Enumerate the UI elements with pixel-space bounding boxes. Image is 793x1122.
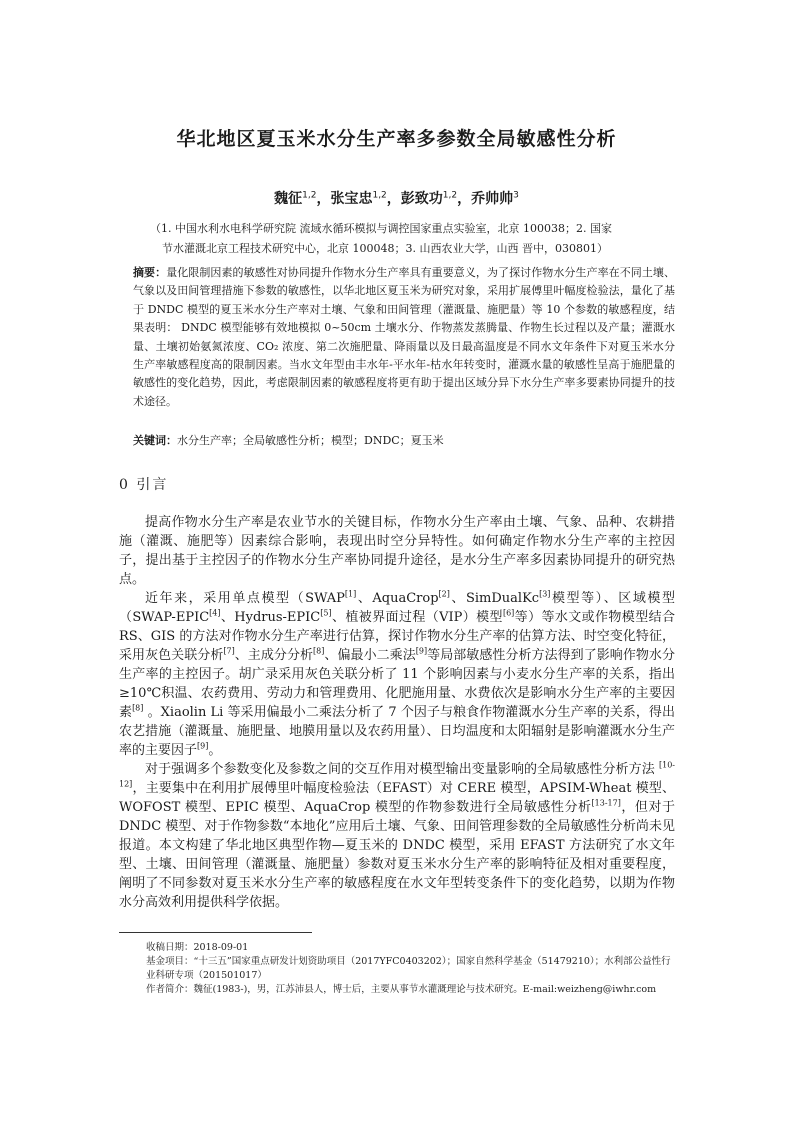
citation-ref: [5] [320, 608, 332, 618]
affiliation-line: （1. 中国水利水电科学研究院 流域水循环模拟与调控国家重点实验室，北京 100038；2. 国家 [150, 222, 612, 235]
abstract-text: 量化限制因素的敏感性对协同提升作物水分生产率具有重要意义，为了探讨作物水分生产率在不同土壤、气象以及田间管理措施下参数的敏感性，以华北地区夏玉米为研究对象，采用扩展傅里叶幅度检验法，量化了基于 DNDC 模型的夏玉米水分生产率对土壤、气象和田间管理（灌溉量、施肥量）等 10 个参数的敏感程度，结果表明： DNDC 模型能够有效地模拟 0~50cm 土壤水分、作物蒸发蒸腾量、作物生长过程以及产量；灌溉水量、土壤初始氨氮浓度、CO₂ 浓度、第二次施肥量、降雨量以及日最高温度是不同水文年条件下对夏玉米水分生产率敏感程度高的限制因素。当水文年型由丰水年-平水年-枯水年转变时，灌溉水量的敏感性呈高于施肥量的敏感性的变化趋势，因此，考虑限制因素的敏感程度将更有助于提出区域分异下水分生产率多要素协同提升的技术途径。 [133, 266, 675, 408]
author-name: 魏征 [274, 191, 303, 207]
paragraph-text: 近年来，采用单点模型（SWAP [145, 591, 345, 606]
paragraph-text: 等局部敏感性分析方法得到了影响作物水分生产率的主控因子。胡广录采用灰色关联分析了 11 个影响因素与小麦水分生产率的关系，指出≥10℃积温、农药费用、劳动力和管理费用、化肥施用量、水费依次是影响水分生产率的主要因素 [119, 648, 675, 720]
citation-ref: [10-12] [119, 760, 675, 789]
body-paragraph [119, 589, 675, 760]
author-name: 乔帅帅 [471, 191, 514, 207]
section-heading: 0 引言 [119, 477, 169, 493]
author-affil-sup: 3 [513, 190, 519, 201]
author-separator: ， [457, 191, 472, 207]
body-paragraph [119, 513, 675, 589]
citation-ref: [7] [223, 646, 235, 656]
author-name: 彭致功 [400, 191, 443, 207]
author-affil-sup: 1,2 [442, 190, 458, 201]
footnote-author: 作者简介：魏征(1983-)，男，江苏沛县人，博士后，主要从事节水灌溉理论与技术研究。E-mail:weizheng@iwhr.com [146, 984, 657, 995]
paragraph-text: 。Xiaolin Li 等采用偏最小二乘法分析了 7 个因子与粮食作物灌溉水分生产率的关系，得出农艺措施（灌溉量、施肥量、地膜用量以及农药用量）、日均温度和太阳辐射是影响灌溉水分生产率的主要因子 [119, 705, 675, 758]
author-affil-sup: 1,2 [302, 190, 317, 201]
citation-ref: [2] [438, 589, 450, 599]
body-text [119, 513, 675, 912]
paragraph-text: 、AquaCrop [356, 591, 439, 606]
paragraph-text: 提高作物水分生产率是农业节水的关键目标，作物水分生产率由土壤、气象、品种、农耕措施（灌溉、施肥等）因素综合影响，表现出时空分异特性。如何确定作物水分生产率的主控因子，提出基于主控因子的作物水分生产率协同提升途径，是水分生产率多因素协同提升的研究热点。 [119, 515, 675, 587]
affiliation-line: 节水灌溉北京工程技术研究中心，北京 100048；3. 山西农业大学，山西 晋中，030801） [162, 242, 608, 255]
footnote-funding: 基金项目：“十三五”国家重点研发计划资助项目（2017YFC0403202）；国家自然科学基金（51479210）；水利部公益性行业科研专项（201501017） [146, 956, 671, 981]
footnote-rule [119, 932, 312, 933]
footnote-received: 收稿日期：2018-09-01 [146, 942, 249, 953]
paper-title: 华北地区夏玉米水分生产率多参数全局敏感性分析 [176, 128, 617, 150]
keywords-text: 水分生产率；全局敏感性分析；模型；DNDC；夏玉米 [177, 434, 444, 447]
citation-ref: [4] [209, 608, 221, 618]
citation-ref: [3] [539, 589, 551, 599]
paragraph-text: 、SimDualKc [449, 591, 540, 606]
author-separator: ， [386, 191, 401, 207]
paragraph-text: 、植被界面过程（VIP）模型 [331, 610, 503, 625]
abstract [133, 264, 675, 411]
paragraph-text: 、主成分分析 [234, 648, 314, 663]
abstract-label: 摘要： [133, 266, 167, 279]
citation-ref: [8] [132, 703, 144, 713]
paragraph-text: ，主要集中在利用扩展傅里叶幅度检验法（EFAST）对 CERE 模型，APSIM-Wheat 模型、WOFOST 模型、EPIC 模型、AquaCrop 模型的作物参数进行全局敏感性分析 [119, 781, 675, 815]
citation-ref: [1] [344, 589, 357, 599]
paragraph-text: 等）等水文或作物模型结合 RS、GIS 的方法对作物水分生产率进行估算，探讨作物水分生产率的估算方法、时空变化特征，采用灰色关联分析 [119, 610, 675, 663]
author-name: 张宝忠 [330, 191, 373, 207]
paragraph-text: ，但对于 DNDC 模型、对于作物参数“本地化”应用后土壤、气象、田间管理参数的全局敏感性分析尚未见报道。本文构建了华北地区典型作物—夏玉米的 DNDC 模型，采用 EFAST 方法研究了水文年型、土壤、田间管理（灌溉量、施肥量）参数对夏玉米水分生产率的影响特征及相对重要程度，阐明了不同参数对夏玉米水分生产率的敏感程度在水文年型转变条件下的变化趋势，以期为作物水分高效利用提供科学依据。 [119, 800, 675, 910]
citation-ref: [13-17] [591, 798, 621, 808]
citation-ref: [8] [313, 646, 325, 656]
paragraph-text: 、Hydrus-EPIC [220, 610, 321, 625]
affiliations [150, 219, 670, 259]
author-affil-sup: 1,2 [372, 190, 387, 201]
keywords-label: 关键词： [133, 434, 177, 447]
footnotes [146, 941, 678, 997]
paragraph-text: 对于强调多个参数变化及参数之间的交互作用对模型输出变量影响的全局敏感性分析方法 [145, 762, 659, 777]
keywords [133, 432, 675, 448]
citation-ref: [9] [197, 741, 209, 751]
paragraph-text: 。 [208, 743, 222, 758]
citation-ref: [9] [415, 646, 428, 656]
body-paragraph [119, 760, 675, 912]
citation-ref: [6] [502, 608, 515, 618]
author-list [0, 188, 793, 208]
paragraph-text: 、偏最小二乘法 [324, 648, 416, 663]
author-separator: ， [316, 191, 331, 207]
paragraph-text: 模型等）、区域模型（SWAP-EPIC [119, 591, 675, 625]
